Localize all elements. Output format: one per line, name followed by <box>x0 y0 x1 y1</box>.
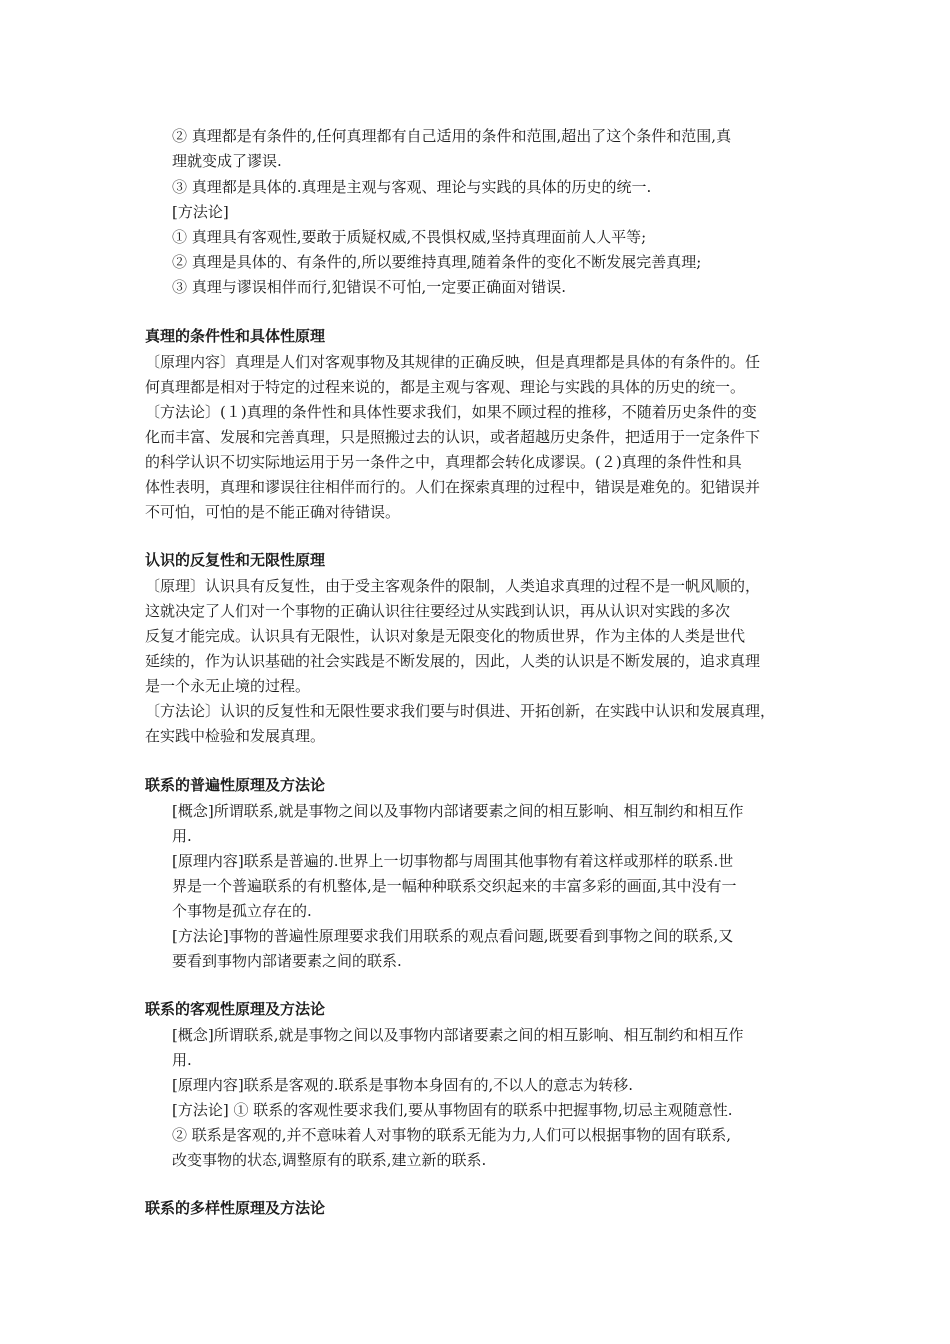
text-line: 的科学认识不切实际地运用于另一条件之中，真理都会转化成谬误。(２)真理的条件性和具 <box>145 453 742 471</box>
text-line: 不可怕，可怕的是不能正确对待错误。 <box>145 503 401 521</box>
text-line: 用. <box>172 1051 192 1069</box>
text-line: 个事物是孤立存在的. <box>172 902 312 920</box>
text-line: [概念]所谓联系,就是事物之间以及事物内部诸要素之间的相互影响、相互制约和相互作 <box>172 802 744 820</box>
text-line: 用. <box>172 827 192 845</box>
section-heading: 联系的多样性原理及方法论 <box>145 1199 326 1217</box>
text-line: 〔方法论〕(１)真理的条件性和具体性要求我们，如果不顾过程的推移，不随着历史条件的变 <box>145 403 757 421</box>
text-line: [原理内容]联系是客观的.联系是事物本身固有的,不以人的意志为转移. <box>172 1076 634 1094</box>
text-line: 改变事物的状态,调整原有的联系,建立新的联系. <box>172 1151 487 1169</box>
text-line: 界是一个普遍联系的有机整体,是一幅种种联系交织起来的丰富多彩的画面,其中没有一 <box>172 877 737 895</box>
text-line: [原理内容]联系是普遍的.世界上一切事物都与周围其他事物有着这样或那样的联系.世 <box>172 852 734 870</box>
text-line: ③ 真理与谬误相伴而行,犯错误不可怕,一定要正确面对错误. <box>172 278 567 296</box>
text-line: [方法论]事物的普遍性原理要求我们用联系的观点看问题,既要看到事物之间的联系,又 <box>172 927 734 945</box>
text-line: 反复才能完成。认识具有无限性，认识对象是无限变化的物质世界，作为主体的人类是世代 <box>145 627 746 645</box>
text-line: [方法论] <box>172 203 229 221</box>
text-line: ② 真理是具体的、有条件的,所以要维持真理,随着条件的变化不断发展完善真理; <box>172 253 702 271</box>
text-line: ① 真理具有客观性,要敢于质疑权威,不畏惧权威,坚持真理面前人人平等; <box>172 228 647 246</box>
text-line: 化而丰富、发展和完善真理，只是照搬过去的认识，或者超越历史条件，把适用于一定条件下 <box>145 428 761 446</box>
text-line: 〔方法论〕认识的反复性和无限性要求我们要与时俱进、开拓创新，在实践中认识和发展真理， <box>145 702 776 720</box>
text-line: ② 联系是客观的,并不意味着人对事物的联系无能为力,人们可以根据事物的固有联系, <box>172 1126 732 1144</box>
section-heading: 联系的普遍性原理及方法论 <box>145 776 326 794</box>
text-line: 〔原理内容〕真理是人们对客观事物及其规律的正确反映，但是真理都是具体的有条件的。任 <box>145 353 761 371</box>
text-line: 延续的，作为认识基础的社会实践是不断发展的，因此，人类的认识是不断发展的，追求真理 <box>145 652 761 670</box>
text-line: 何真理都是相对于特定的过程来说的，都是主观与客观、理论与实践的具体的历史的统一。 <box>145 378 746 396</box>
text-line: [方法论] ① 联系的客观性要求我们,要从事物固有的联系中把握事物,切忌主观随意性. <box>172 1101 733 1119</box>
text-line: 这就决定了人们对一个事物的正确认识往往要经过从实践到认识，再从认识对实践的多次 <box>145 602 731 620</box>
section-heading: 认识的反复性和无限性原理 <box>145 551 326 569</box>
section-heading: 联系的客观性原理及方法论 <box>145 1000 326 1018</box>
text-line: ③ 真理都是具体的.真理是主观与客观、理论与实践的具体的历史的统一. <box>172 178 652 196</box>
text-line: ② 真理都是有条件的,任何真理都有自己适用的条件和范围,超出了这个条件和范围,真 <box>172 127 732 145</box>
text-line: 在实践中检验和发展真理。 <box>145 727 326 745</box>
text-line: [概念]所谓联系,就是事物之间以及事物内部诸要素之间的相互影响、相互制约和相互作 <box>172 1026 744 1044</box>
text-line: 是一个永无止境的过程。 <box>145 677 311 695</box>
text-line: 理就变成了谬误. <box>172 152 282 170</box>
text-line: 〔原理〕认识具有反复性，由于受主客观条件的限制，人类追求真理的过程不是一帆风顺的， <box>145 577 761 595</box>
text-line: 要看到事物内部诸要素之间的联系. <box>172 952 402 970</box>
section-heading: 真理的条件性和具体性原理 <box>145 327 326 345</box>
text-line: 体性表明，真理和谬误往往相伴而行的。人们在探索真理的过程中，错误是难免的。犯错误并 <box>145 478 761 496</box>
